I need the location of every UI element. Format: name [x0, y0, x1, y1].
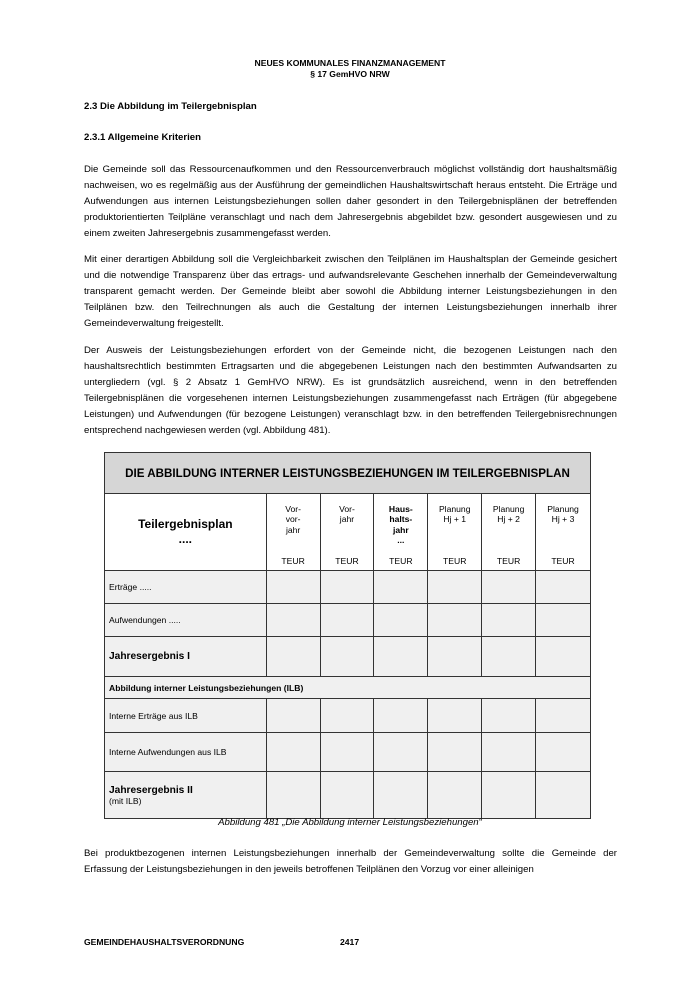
table-cell: [428, 772, 482, 819]
table-cell: [374, 637, 428, 677]
col-header-text: Hj + 1: [443, 514, 467, 525]
col-header-text: jahr: [339, 514, 355, 525]
row-label: [105, 772, 267, 819]
subsection-heading: 2.3.1 Allgemeine Kriterien: [84, 132, 201, 143]
col-header-vorjahr: [320, 494, 374, 571]
col-header-text: Planung: [438, 504, 471, 514]
col-header-text: Hj + 3: [551, 514, 575, 525]
col-header-planung-hj1: [428, 494, 482, 571]
table-cell: [428, 571, 482, 604]
col-unit: TEUR: [443, 556, 467, 566]
table-cell: [266, 637, 320, 677]
ilb-table: [104, 452, 591, 819]
table-cell: [374, 699, 428, 733]
col-unit: TEUR: [496, 556, 521, 566]
table-cell: [536, 699, 591, 733]
teilergebnisplan-label: Teilergebnisplan: [138, 517, 233, 531]
table-cell: [482, 637, 536, 677]
table-cell: [536, 637, 591, 677]
table-cell: [320, 772, 374, 819]
row-label: Interne Aufwendungen aus ILB: [105, 733, 267, 772]
table-cell: [266, 699, 320, 733]
table-row-aufwendungen: [105, 604, 591, 637]
document-header: [0, 58, 700, 79]
table-cell: [320, 604, 374, 637]
col-unit: TEUR: [389, 556, 413, 566]
col-unit: TEUR: [281, 556, 305, 566]
section-row-label: Abbildung interner Leistungsbeziehungen (ILB): [105, 677, 591, 699]
table-cell: [482, 571, 536, 604]
table-cell: [320, 733, 374, 772]
table-cell: [482, 604, 536, 637]
col-header-text: Vor-: [285, 504, 301, 514]
table-cell: [536, 772, 591, 819]
table-cell: [428, 604, 482, 637]
table-cell: [482, 772, 536, 819]
table-cell: [536, 604, 591, 637]
col-unit: TEUR: [335, 556, 359, 566]
table-cell: [266, 571, 320, 604]
col-unit: TEUR: [551, 556, 575, 566]
table-cell: [428, 699, 482, 733]
table-row-interne-ertraege: [105, 699, 591, 733]
table-corner-label: [105, 494, 267, 571]
col-header-text: Planung: [547, 504, 579, 514]
figure-caption: Abbildung 481 „Die Abbildung interner Leistungsbeziehungen“: [218, 817, 482, 828]
table-cell: [482, 733, 536, 772]
section-heading: 2.3 Die Abbildung im Teilergebnisplan: [84, 101, 257, 112]
table-cell: [428, 733, 482, 772]
table-row-jahresergebnis-2: [105, 772, 591, 819]
col-header-text: Hj + 2: [497, 514, 520, 525]
row-label: Jahresergebnis I: [105, 637, 267, 677]
page-number: 2417: [340, 937, 360, 947]
col-header-text: jahr: [392, 524, 409, 535]
table-cell: [320, 699, 374, 733]
table-cell: [374, 604, 428, 637]
col-header-text: Vor-: [339, 504, 355, 514]
table-cell: [536, 571, 591, 604]
paragraph-2: Mit einer derartigen Abbildung soll die Vergleichbarkeit zwischen den Teilplänen im Haushaltsplan der Gemeinde gesichert und die notwendige Transparenz über das ertrags- und aufwandsrelevante Geschehen innerhalb der Gemeindeverwaltung transparent gemacht werden. Der Gemeinde bleibt aber sowohl die Abbildung interner Leistungsbeziehungen in den Teilplänen bzw. den Teilrechnungen als auch die Gestaltung der internen Leistungsbeziehungen innerhalb ihrer Gemeindeverwaltung freigestellt.: [84, 254, 617, 329]
paragraph-4: Bei produktbezogenen internen Leistungsbeziehungen innerhalb der Gemeindeverwaltung sollte die Gemeinde der Erfassung der Leistungsbeziehungen in den jeweils betroffenen Teilplänen den Vorzug vor einer alleinigen: [84, 848, 617, 875]
col-header-planung-hj3: [536, 494, 591, 571]
table-cell: [320, 571, 374, 604]
col-header-text: Planung: [492, 504, 525, 514]
table-cell: [428, 637, 482, 677]
col-header-text: Haus-: [388, 504, 413, 514]
header-subtitle: § 17 GemHVO NRW: [310, 68, 390, 79]
row-label-main: Jahresergebnis II: [109, 784, 193, 796]
col-header-text: ...: [397, 535, 405, 546]
row-label: Interne Erträge aus ILB: [105, 699, 267, 733]
col-header-vorvorjahr: [266, 494, 320, 571]
table-row-jahresergebnis-1: [105, 637, 591, 677]
table-cell: [320, 637, 374, 677]
col-header-planung-hj2: [482, 494, 536, 571]
col-header-haushaltsjahr: [374, 494, 428, 571]
table-title: DIE ABBILDUNG INTERNER LEISTUNGSBEZIEHUNGEN IM TEILERGEBNISPLAN: [105, 453, 591, 494]
table-cell: [374, 772, 428, 819]
col-header-text: vor-: [285, 514, 301, 525]
row-label: Aufwendungen .....: [105, 604, 267, 637]
table-cell: [266, 772, 320, 819]
table-cell: [266, 733, 320, 772]
table-cell: [374, 733, 428, 772]
table-cell: [482, 699, 536, 733]
table-row-ilb-section: [105, 677, 591, 699]
teilergebnisplan-dots: ....: [178, 532, 193, 546]
table-row-ertraege: [105, 571, 591, 604]
col-header-text: halts-: [389, 514, 413, 525]
row-label-sub: (mit ILB): [109, 795, 142, 806]
paragraph-1: Die Gemeinde soll das Ressourcenaufkommen und den Ressourcenverbrauch möglichst vollständig dort haushaltsmäßig nachweisen, wo es regelmäßig aus der Ausführung der gemeindlichen Haushaltswirtschaft heraus entsteht. Die Erträge und Aufwendungen aus internen Leistungsbeziehungen sollen daher gesondert in den Teilergebnisplänen der betreffenden produktorientierten Teilpläne veranschlagt und nach dem Jahresergebnis abgebildet bzw. gesondert ausgewiesen und zu einem zweiten Jahresergebnis zusammengefasst werden.: [84, 164, 617, 239]
row-label: Erträge .....: [105, 571, 267, 604]
header-title: NEUES KOMMUNALES FINANZMANAGEMENT: [254, 58, 446, 68]
table-cell: [374, 571, 428, 604]
table-cell: [266, 604, 320, 637]
table-row-interne-aufwendungen: [105, 733, 591, 772]
table-cell: [536, 733, 591, 772]
footer-title: GEMEINDEHAUSHALTSVERORDNUNG: [84, 937, 245, 947]
paragraph-3: Der Ausweis der Leistungsbeziehungen erfordert von der Gemeinde nicht, die bezogenen Leistungen nach den haushaltsrechtlich bestimmten Ertragsarten und die abgegebenen Leistungen nach den bestimmten Aufwandsarten zu untergliedern (vgl. § 2 Absatz 1 GemHVO NRW). Es ist grundsätzlich ausreichend, wenn in den betreffenden Teilergebnisplänen die vorgesehenen internen Leistungsbeziehungen zusammengefasst nach Erträgen (für abgegebene Leistungen) und Aufwendungen (für bezogene Leistungen) veranschlagt bzw. in den betreffenden Teilergebnisrechnungen entsprechend nachgewiesen werden (vgl. Abbildung 481).: [84, 345, 617, 436]
col-header-text: jahr: [285, 524, 301, 535]
